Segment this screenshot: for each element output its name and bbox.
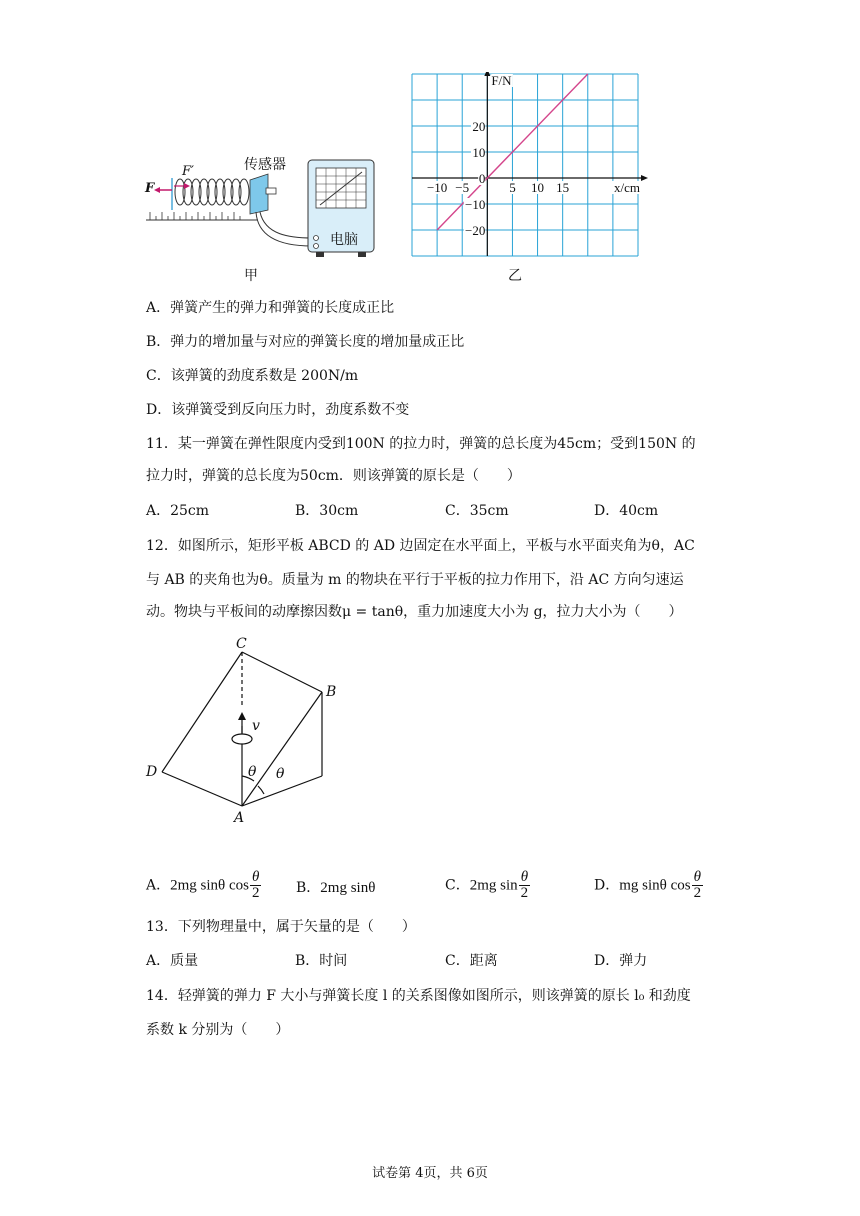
q12-option-b-expr: 2mg sinθ xyxy=(320,880,376,896)
figure-jia-caption: 甲 xyxy=(244,268,258,284)
q12-option-c xyxy=(445,870,531,901)
x-tick-label: 10 xyxy=(531,180,545,195)
force-prime-label: F′ xyxy=(182,164,194,179)
q12-option-c-fraction xyxy=(519,870,531,901)
fraction-denominator: 2 xyxy=(693,885,702,901)
q14-stem-line1: 14．轻弹簧的弹力 F 大小与弹簧长度 l 的关系图像如图所示，则该弹簧的原长 l₀ 和劲度 xyxy=(146,988,691,1004)
q12-option-a-fraction xyxy=(250,870,262,901)
q12-option-c-expr: 2mg sin xyxy=(469,877,518,894)
q13-option-d: D．弹力 xyxy=(594,953,648,969)
q12-option-c-prefix: C． xyxy=(445,877,470,894)
q11-option-b: B．30cm xyxy=(295,503,359,519)
sensor-label: 传感器 xyxy=(244,157,286,173)
fraction-numerator: θ xyxy=(252,869,260,885)
q11-stem-line1: 11．某一弹簧在弹性限度内受到100N 的拉力时，弹簧的总长度为45cm；受到150N 的 xyxy=(146,436,696,452)
q12-label-theta1: θ xyxy=(248,764,257,780)
q11-stem-line2: 拉力时，弹簧的总长度为50cm．则该弹簧的原长是（ ） xyxy=(146,468,521,484)
fraction-numerator: θ xyxy=(693,869,702,885)
y-axis-title: F/N xyxy=(491,73,512,88)
fraction-numerator: θ xyxy=(520,869,529,885)
q12-option-a-prefix: A． xyxy=(146,877,171,894)
x-axis-arrow xyxy=(641,175,648,181)
fraction-denominator: 2 xyxy=(520,885,529,901)
y-axis-arrow xyxy=(484,72,490,76)
x-axis-title: x/cm xyxy=(614,180,640,195)
fraction-denominator: 2 xyxy=(251,885,260,901)
q13-stem: 13．下列物理量中，属于矢量的是（ ） xyxy=(146,919,416,935)
computer-label: 电脑 xyxy=(330,232,358,248)
q12-label-theta2: θ xyxy=(276,766,285,782)
q12-option-a xyxy=(146,870,262,901)
q13-option-c: C．距离 xyxy=(445,953,498,969)
q12-option-d-expr: mg sinθ cos xyxy=(619,877,691,894)
page-footer: 试卷第 4页，共 6页 xyxy=(372,1166,488,1181)
q12-label-a: A xyxy=(234,810,245,826)
q12-option-a-expr: 2mg sinθ cos xyxy=(170,877,249,894)
q12-stem-line2: 与 AB 的夹角也为θ。质量为 m 的物块在平行于平板的拉力作用下，沿 AC 方向匀速运 xyxy=(146,572,684,588)
x-tick-label: −5 xyxy=(455,180,470,195)
q12-label-d: D xyxy=(146,764,158,780)
q11-option-a: A．25cm xyxy=(146,503,210,519)
q11-option-c: C．35cm xyxy=(445,503,509,519)
y-tick-label: 10 xyxy=(472,145,486,160)
q12-stem-line1: 12．如图所示，矩形平板 ABCD 的 AD 边固定在水平面上，平板与水平面夹角为θ，AC xyxy=(146,538,695,554)
q10-option-a: A．弹簧产生的弹力和弹簧的长度成正比 xyxy=(146,300,395,316)
q10-option-d: D．该弹簧受到反向压力时，劲度系数不变 xyxy=(146,402,410,418)
y-tick-label: −10 xyxy=(464,197,486,212)
y-tick-label: 0 xyxy=(478,171,486,186)
figure-yi-chart xyxy=(410,72,650,258)
q10-option-b: B．弹力的增加量与对应的弹簧长度的增加量成正比 xyxy=(146,334,465,350)
q13-option-a: A．质量 xyxy=(146,953,199,969)
x-tick-label: 5 xyxy=(509,180,516,195)
q12-option-d-fraction xyxy=(692,870,704,901)
x-tick-label: −10 xyxy=(426,180,448,195)
q12-label-b: B xyxy=(326,684,337,700)
y-tick-label: 20 xyxy=(472,119,486,134)
q12-label-v: v xyxy=(252,718,260,734)
q14-stem-line2: 系数 k 分别为（ ） xyxy=(146,1022,290,1038)
q12-option-d xyxy=(594,870,704,901)
q12-option-d-prefix: D． xyxy=(594,877,620,894)
y-tick-label: −20 xyxy=(464,223,486,238)
q11-option-d: D．40cm xyxy=(594,503,659,519)
figure-yi-caption: 乙 xyxy=(508,268,522,284)
q10-option-c: C．该弹簧的劲度系数是 200N/m xyxy=(146,368,359,384)
force-label: F xyxy=(145,181,155,196)
x-tick-label: 15 xyxy=(556,180,570,195)
q12-option-b xyxy=(296,878,375,898)
q12-label-c: C xyxy=(236,636,247,652)
q13-option-b: B．时间 xyxy=(295,953,348,969)
q12-option-b-prefix: B． xyxy=(296,880,321,896)
figure-q12-plate xyxy=(140,636,370,836)
q12-stem-line3: 动。物块与平板间的动摩擦因数μ = tanθ，重力加速度大小为 g，拉力大小为（ ） xyxy=(146,604,683,620)
